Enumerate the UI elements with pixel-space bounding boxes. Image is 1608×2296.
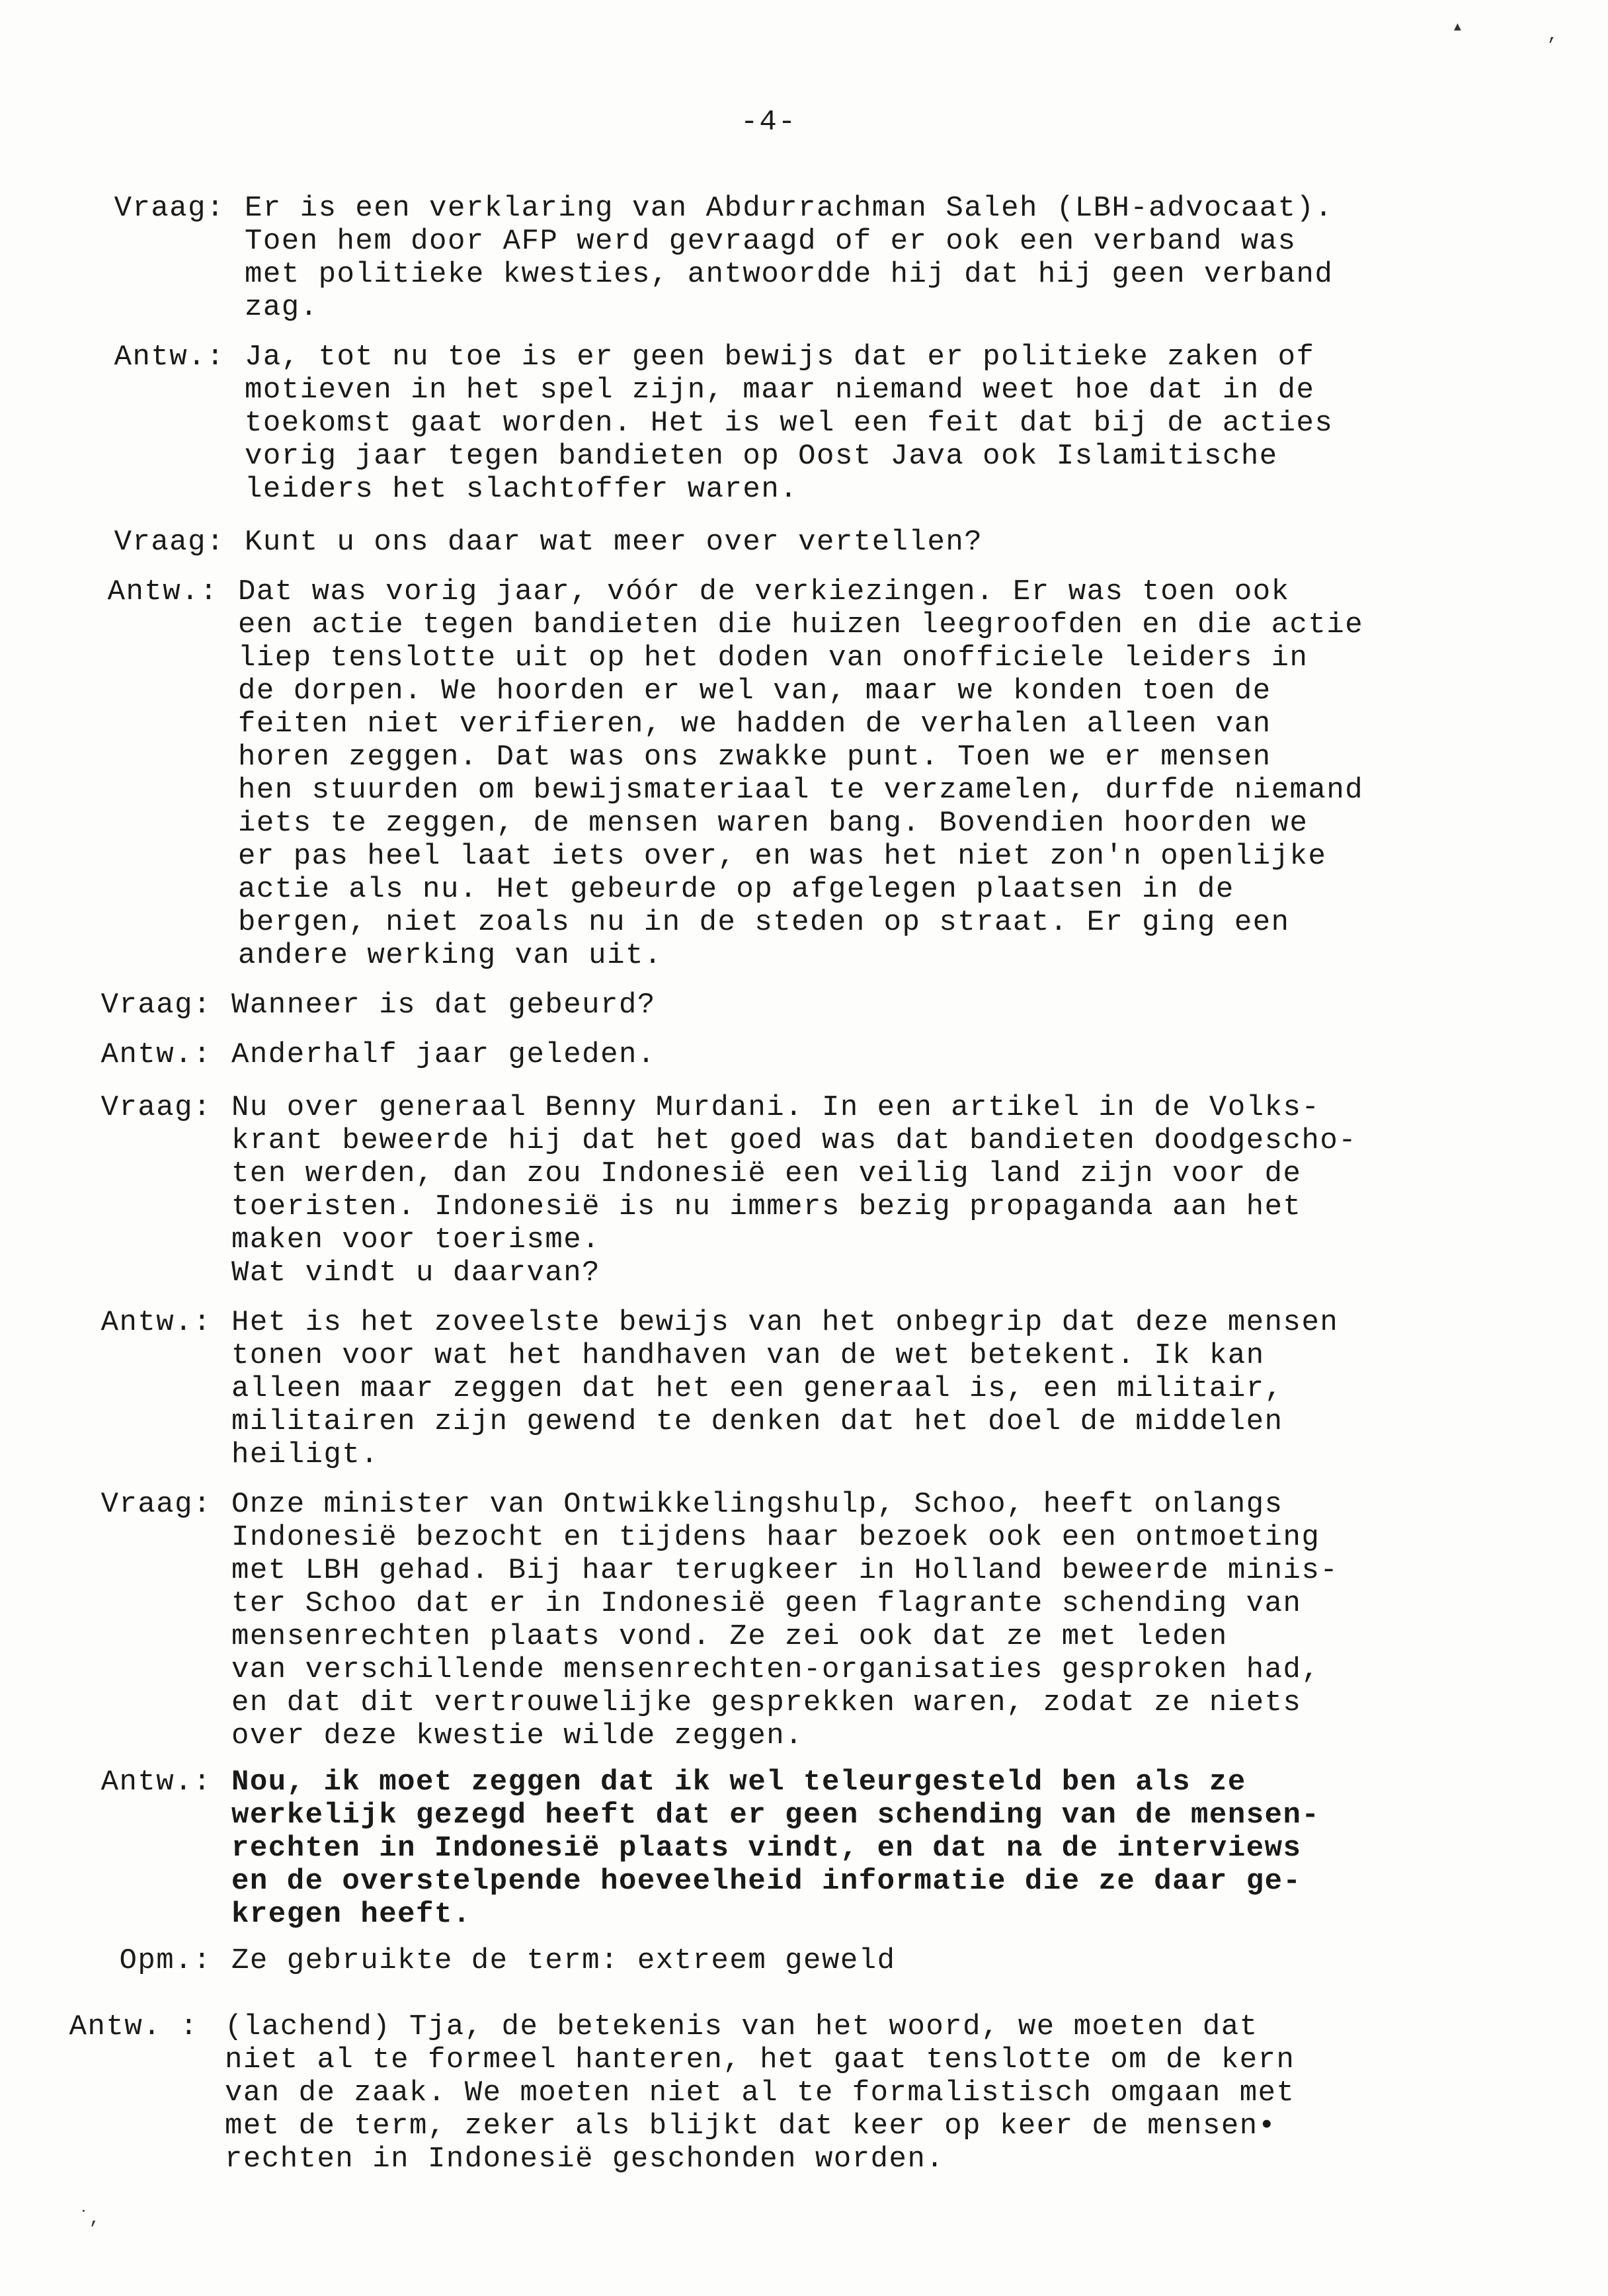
entry-line: militairen zijn gewend te denken dat het doel de middelen — [231, 1405, 1283, 1438]
entry-body — [231, 1766, 1320, 1931]
entry-body — [231, 1091, 1357, 1290]
entry-label: Opm.: — [119, 1944, 212, 1977]
entry-line: Het is het zoveelste bewijs van het onbegrip dat deze mensen — [231, 1306, 1339, 1339]
entry-body — [238, 575, 1363, 972]
entry-body — [225, 2010, 1295, 2176]
entry-line: met LBH gehad. Bij haar terugkeer in Holland beweerde minis- — [231, 1554, 1339, 1587]
entry-line: iets te zeggen, de mensen waren bang. Bovendien hoorden we — [238, 807, 1308, 840]
entry-line: Wat vindt u daarvan? — [231, 1256, 601, 1290]
entry-line: Er is een verklaring van Abdurrachman Saleh (LBH-advocaat). — [245, 192, 1334, 225]
entry-line: rechten in Indonesië plaats vindt, en dat na de interviews — [231, 1832, 1302, 1865]
scan-speck: ▴ — [1452, 17, 1463, 38]
entry-line: van verschillende mensenrechten-organisaties gesproken had, — [231, 1653, 1320, 1686]
entry-line: er pas heel laat iets over, en was het niet zon'n openlijke — [238, 840, 1327, 873]
entry-body — [231, 1306, 1338, 1471]
entry-line: en dat dit vertrouwelijke gesprekken waren, zodat ze niets — [231, 1686, 1302, 1719]
page-number: -4- — [741, 106, 797, 139]
entry-body — [231, 1038, 656, 1071]
entry-line: heiligt. — [231, 1438, 380, 1471]
entry-line: bergen, niet zoals nu in de steden op straat. Er ging een — [238, 906, 1290, 939]
entry-line: kregen heeft. — [231, 1898, 471, 1931]
entry-line: Wanneer is dat gebeurd? — [231, 989, 656, 1022]
entry-line: ter Schoo dat er in Indonesië geen flagrante schending van — [231, 1587, 1302, 1620]
entry-line: met de term, zeker als blijkt dat keer op keer de mensen• — [225, 2110, 1277, 2143]
entry-line: Dat was vorig jaar, vóór de verkiezingen. Er was toen ook — [238, 575, 1290, 608]
entry-line: motieven in het spel zijn, maar niemand weet hoe dat in de — [245, 374, 1315, 407]
entry-body — [231, 1488, 1338, 1752]
entry-body — [245, 526, 983, 559]
entry-line: Nu over generaal Benny Murdani. In een artikel in de Volks- — [231, 1091, 1320, 1124]
entry-line: Ze gebruikte de term: extreem geweld — [231, 1944, 896, 1977]
entry-line: ten werden, dan zou Indonesië een veilig land zijn voor de — [231, 1157, 1302, 1190]
entry-body — [245, 341, 1333, 506]
entry-label: Vraag: — [114, 526, 225, 559]
entry-line: niet al te formeel hanteren, het gaat tenslotte om de kern — [225, 2043, 1295, 2076]
entry-line: Onze minister van Ontwikkelingshulp, Schoo, heeft onlangs — [231, 1488, 1283, 1521]
entry-line: vorig jaar tegen bandieten op Oost Java ook Islamitische — [245, 440, 1278, 473]
entry-line: alleen maar zeggen dat het een generaal is, een militair, — [231, 1372, 1283, 1405]
entry-line: hen stuurden om bewijsmateriaal te verzamelen, durfde niemand — [238, 774, 1364, 807]
entry-line: Nou, ik moet zeggen dat ik wel teleurgesteld ben als ze — [231, 1766, 1246, 1799]
entry-line: Indonesië bezocht en tijdens haar bezoek ook een ontmoeting — [231, 1521, 1320, 1554]
entry-line: Ja, tot nu toe is er geen bewijs dat er politieke zaken of — [245, 341, 1315, 374]
entry-line: krant beweerde hij dat het goed was dat bandieten doodgescho- — [231, 1124, 1357, 1157]
entry-line: maken voor toerisme. — [231, 1223, 601, 1256]
entry-line: leiders het slachtoffer waren. — [245, 473, 799, 506]
entry-label: Antw. : — [69, 2010, 198, 2043]
scan-speck: ˙, — [78, 2209, 100, 2229]
entry-body — [245, 192, 1333, 324]
entry-line: en de overstelpende hoeveelheid informatie die ze daar ge- — [231, 1865, 1302, 1898]
entry-label: Antw.: — [114, 341, 225, 374]
entry-label: Vraag: — [100, 1091, 212, 1124]
entry-line: de dorpen. We hoorden er wel van, maar we konden toen de — [238, 675, 1271, 708]
entry-label: Antw.: — [100, 1038, 212, 1071]
entry-line: een actie tegen bandieten die huizen leegroofden en die actie — [238, 608, 1364, 641]
entry-line: mensenrechten plaats vond. Ze zei ook dat ze met leden — [231, 1620, 1228, 1653]
entry-line: Kunt u ons daar wat meer over vertellen? — [245, 526, 983, 559]
entry-line: feiten niet verifieren, we hadden de verhalen alleen van — [238, 708, 1271, 741]
entry-line: (lachend) Tja, de betekenis van het woord, we moeten dat — [225, 2010, 1258, 2043]
entry-label: Vraag: — [100, 1488, 212, 1521]
entry-line: horen zeggen. Dat was ons zwakke punt. Toen we er mensen — [238, 741, 1271, 774]
entry-line: rechten in Indonesië geschonden worden. — [225, 2143, 945, 2176]
entry-line: werkelijk gezegd heeft dat er geen schending van de mensen- — [231, 1799, 1320, 1832]
entry-line: over deze kwestie wilde zeggen. — [231, 1719, 804, 1752]
entry-line: andere werking van uit. — [238, 939, 663, 972]
entry-label: Antw.: — [100, 1306, 212, 1339]
entry-line: tonen voor wat het handhaven van de wet betekent. Ik kan — [231, 1339, 1265, 1372]
entry-label: Antw.: — [100, 1766, 212, 1799]
entry-line: liep tenslotte uit op het doden van onofficiele leiders in — [238, 641, 1308, 675]
entry-line: toekomst gaat worden. Het is wel een feit dat bij de acties — [245, 407, 1334, 440]
entry-line: zag. — [245, 291, 319, 324]
scan-speck: , — [1547, 25, 1558, 46]
entry-line: van de zaak. We moeten niet al te formalistisch omgaan met — [225, 2076, 1295, 2110]
entry-label: Antw.: — [107, 575, 218, 608]
entry-body — [231, 1944, 896, 1977]
entry-line: Toen hem door AFP werd gevraagd of er ook een verband was — [245, 225, 1297, 258]
entry-line: Anderhalf jaar geleden. — [231, 1038, 656, 1071]
entry-label: Vraag: — [100, 989, 212, 1022]
entry-body — [231, 989, 656, 1022]
entry-line: toeristen. Indonesië is nu immers bezig propaganda aan het — [231, 1190, 1302, 1223]
entry-label: Vraag: — [114, 192, 225, 225]
entry-line: met politieke kwesties, antwoordde hij dat hij geen verband — [245, 258, 1334, 291]
entry-line: actie als nu. Het gebeurde op afgelegen plaatsen in de — [238, 873, 1234, 906]
